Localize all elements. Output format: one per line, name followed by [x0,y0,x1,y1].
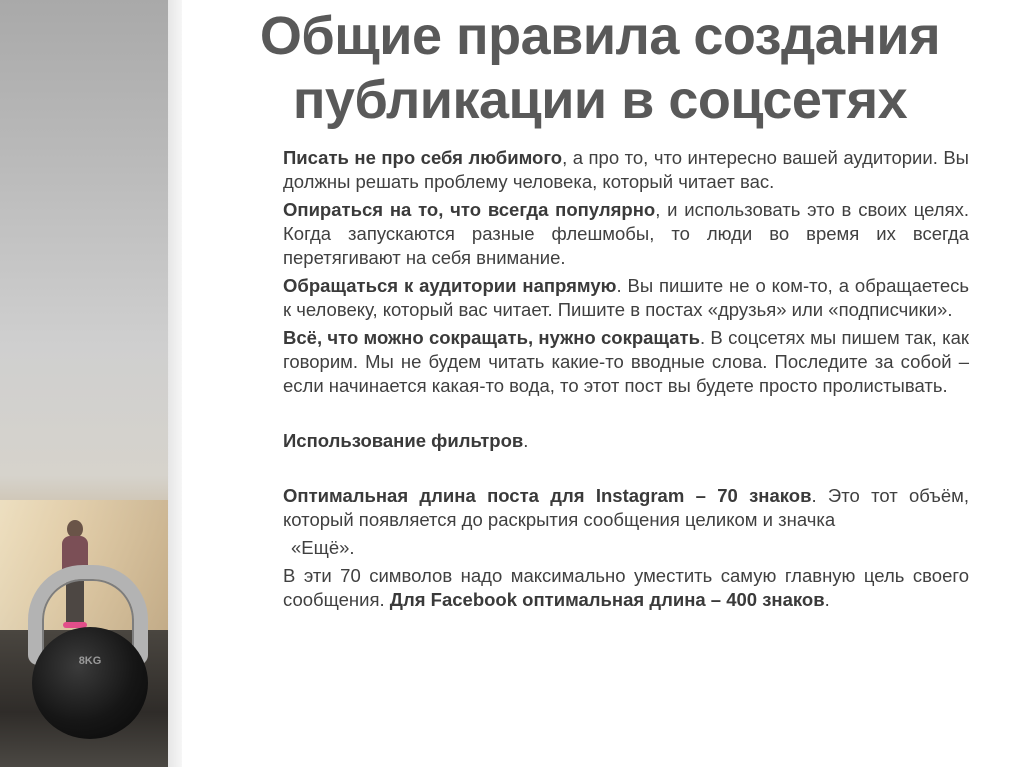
rule-paragraph [283,274,969,322]
final-paragraph [283,564,969,612]
kettlebell-body [32,627,148,739]
final-end: . [824,589,830,610]
rule-text: , и использовать это в своих целях. Когда запускаются разные флешмобы, то люди во время их всегда перетягивают на себя внимание. [283,199,969,268]
spacer [283,457,969,484]
rule-heading: Опираться на то, что всегда популярно [283,199,656,220]
slide-body [283,146,969,616]
photo-divider [168,0,182,767]
kettlebell-label: 8KG [78,655,102,667]
rule-text: . В соцсетях мы пишем так, как говорим. Мы не будем читать какие-то вводные слова. Последите за собой – если начинается какая-то вода, то этот пост вы будете просто пролистывать. [283,327,969,396]
spacer [283,402,969,429]
title-line-1: Общие правила создания [259,6,941,66]
rule-heading: Всё, что можно сокращать, нужно сокращать [283,327,700,348]
filters-heading: Использование фильтров [283,430,524,451]
rule-paragraph [283,146,969,194]
rule-paragraph [283,326,969,398]
instagram-paragraph [283,484,969,532]
instagram-heading: Оптимальная длина поста для Instagram – 70 знаков [283,485,812,506]
rule-text: , а про то, что интересно вашей аудитории. Вы должны решать проблему человека, который читает вас. [283,147,969,192]
rule-heading: Обращаться к аудитории напрямую [283,275,617,296]
rule-heading: Писать не про себя любимого [283,147,563,168]
slide-title [200,4,1000,132]
instagram-quote [283,536,969,560]
rule-paragraph [283,198,969,270]
gym-photo [0,0,168,767]
instagram-quote-text: «Ещё». [291,537,355,558]
facebook-heading: Для Facebook оптимальная длина – 400 знаков [389,589,825,610]
title-line-2: публикации в соцсетях [292,70,908,130]
filters-paragraph [283,429,969,453]
kettlebell-image [20,555,160,745]
rule-text: . Вы пишите не о ком-то, а обращаетесь к человеку, который вас читает. Пишите в постах «друзья» или «подписчики». [283,275,969,320]
instagram-text: . Это тот объём, который появляется до раскрытия сообщения целиком и значка [283,485,969,530]
final-text: В эти 70 символов надо максимально уместить самую главную цель своего сообщения. [283,565,969,610]
filters-text: . [523,430,529,451]
